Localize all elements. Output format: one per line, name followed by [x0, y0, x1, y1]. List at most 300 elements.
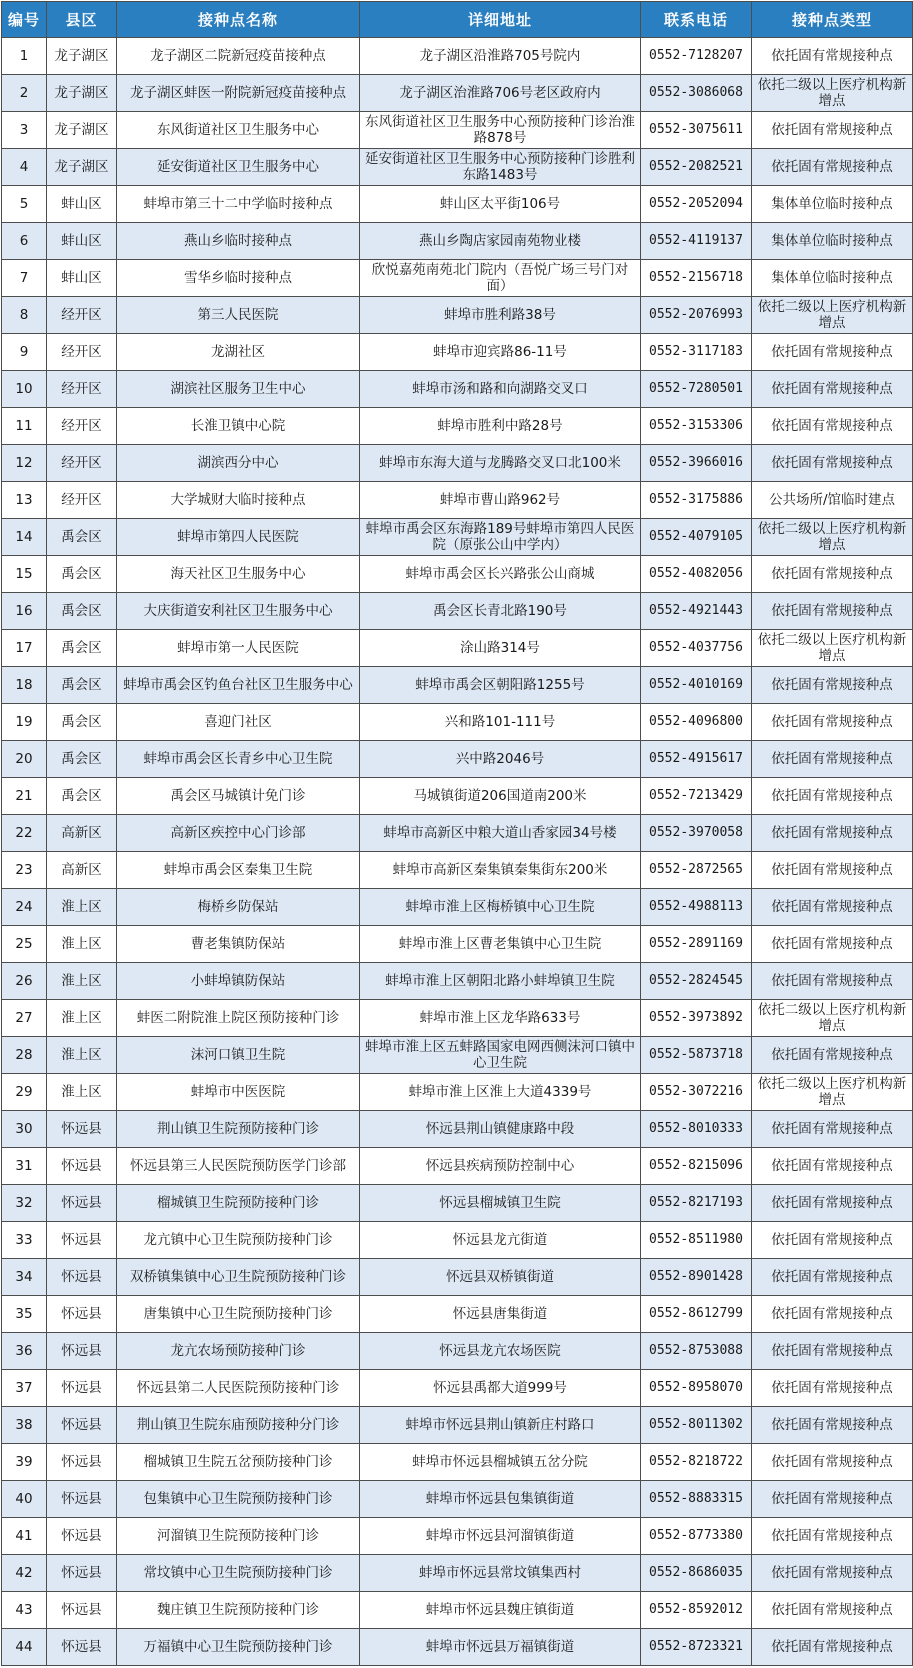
table-row — [2, 38, 913, 75]
cell-number: 40 — [2, 1481, 47, 1518]
cell-number: 4 — [2, 149, 47, 186]
cell-phone: 0552-7128207 — [641, 38, 752, 75]
cell-phone: 0552-8753088 — [641, 1333, 752, 1370]
cell-site-name: 荆山镇卫生院东庙预防接种分门诊 — [117, 1407, 360, 1444]
cell-district: 经开区 — [47, 371, 117, 408]
cell-district: 高新区 — [47, 815, 117, 852]
table-row — [2, 1518, 913, 1555]
cell-address: 蚌埠市怀远县常坟镇集西村 — [360, 1555, 641, 1592]
cell-site-name: 东风街道社区卫生服务中心 — [117, 112, 360, 149]
cell-district: 禹会区 — [47, 630, 117, 667]
cell-site-type: 依托固有常规接种点 — [752, 741, 913, 778]
cell-site-name: 高新区疾控中心门诊部 — [117, 815, 360, 852]
cell-address: 怀远县禹都大道999号 — [360, 1370, 641, 1407]
cell-phone: 0552-4921443 — [641, 593, 752, 630]
cell-number: 20 — [2, 741, 47, 778]
cell-district: 怀远县 — [47, 1481, 117, 1518]
cell-site-name: 龙湖社区 — [117, 334, 360, 371]
cell-site-type: 依托固有常规接种点 — [752, 1296, 913, 1333]
cell-site-name: 长淮卫镇中心院 — [117, 408, 360, 445]
cell-number: 13 — [2, 482, 47, 519]
cell-site-type: 依托二级以上医疗机构新增点 — [752, 1000, 913, 1037]
cell-phone: 0552-7280501 — [641, 371, 752, 408]
cell-number: 24 — [2, 889, 47, 926]
cell-phone: 0552-8011302 — [641, 1407, 752, 1444]
cell-site-name: 怀远县第二人民医院预防接种门诊 — [117, 1370, 360, 1407]
cell-site-type: 依托固有常规接种点 — [752, 1407, 913, 1444]
cell-site-name: 龙子湖区二院新冠疫苗接种点 — [117, 38, 360, 75]
cell-site-name: 海天社区卫生服务中心 — [117, 556, 360, 593]
cell-site-type: 依托固有常规接种点 — [752, 1222, 913, 1259]
table-row — [2, 1148, 913, 1185]
cell-district: 怀远县 — [47, 1407, 117, 1444]
table-header — [2, 2, 913, 38]
table-row — [2, 1296, 913, 1333]
cell-site-type: 依托固有常规接种点 — [752, 556, 913, 593]
cell-number: 29 — [2, 1074, 47, 1111]
cell-number: 35 — [2, 1296, 47, 1333]
cell-phone: 0552-4915617 — [641, 741, 752, 778]
cell-site-type: 依托二级以上医疗机构新增点 — [752, 297, 913, 334]
cell-phone: 0552-8686035 — [641, 1555, 752, 1592]
table-row — [2, 260, 913, 297]
cell-site-type: 依托固有常规接种点 — [752, 1259, 913, 1296]
cell-phone: 0552-3153306 — [641, 408, 752, 445]
cell-site-name: 榴城镇卫生院五岔预防接种门诊 — [117, 1444, 360, 1481]
cell-district: 蚌山区 — [47, 223, 117, 260]
table-row — [2, 297, 913, 334]
cell-district: 龙子湖区 — [47, 149, 117, 186]
cell-site-type: 依托固有常规接种点 — [752, 445, 913, 482]
cell-site-name: 湖滨西分中心 — [117, 445, 360, 482]
cell-number: 31 — [2, 1148, 47, 1185]
cell-address: 怀远县榴城镇卫生院 — [360, 1185, 641, 1222]
cell-number: 36 — [2, 1333, 47, 1370]
cell-address: 马城镇街道206国道南200米 — [360, 778, 641, 815]
cell-number: 14 — [2, 519, 47, 556]
cell-phone: 0552-2891169 — [641, 926, 752, 963]
header-address: 详细地址 — [360, 2, 641, 38]
table-row — [2, 1444, 913, 1481]
cell-phone: 0552-2082521 — [641, 149, 752, 186]
cell-number: 5 — [2, 186, 47, 223]
cell-site-name: 蚌埠市禹会区长青乡中心卫生院 — [117, 741, 360, 778]
header-phone: 联系电话 — [641, 2, 752, 38]
cell-phone: 0552-4037756 — [641, 630, 752, 667]
cell-site-type: 依托二级以上医疗机构新增点 — [752, 1074, 913, 1111]
cell-number: 8 — [2, 297, 47, 334]
cell-phone: 0552-4079105 — [641, 519, 752, 556]
cell-number: 26 — [2, 963, 47, 1000]
table-row — [2, 815, 913, 852]
cell-site-name: 蚌埠市第四人民医院 — [117, 519, 360, 556]
cell-address: 怀远县龙亢街道 — [360, 1222, 641, 1259]
cell-number: 9 — [2, 334, 47, 371]
cell-site-type: 依托固有常规接种点 — [752, 1555, 913, 1592]
cell-site-type: 集体单位临时接种点 — [752, 260, 913, 297]
cell-district: 龙子湖区 — [47, 38, 117, 75]
cell-site-name: 湖滨社区服务卫生中心 — [117, 371, 360, 408]
cell-address: 东风街道社区卫生服务中心预防接种门诊治淮路878号 — [360, 112, 641, 149]
cell-site-name: 沫河口镇卫生院 — [117, 1037, 360, 1074]
table-row — [2, 371, 913, 408]
cell-district: 禹会区 — [47, 519, 117, 556]
cell-site-type: 集体单位临时接种点 — [752, 223, 913, 260]
cell-number: 22 — [2, 815, 47, 852]
cell-address: 蚌埠市淮上区龙华路633号 — [360, 1000, 641, 1037]
cell-phone: 0552-3086068 — [641, 75, 752, 112]
cell-site-type: 依托固有常规接种点 — [752, 1518, 913, 1555]
cell-phone: 0552-8592012 — [641, 1592, 752, 1629]
cell-site-name: 龙亢镇中心卫生院预防接种门诊 — [117, 1222, 360, 1259]
cell-district: 怀远县 — [47, 1148, 117, 1185]
cell-site-type: 依托固有常规接种点 — [752, 889, 913, 926]
cell-address: 蚌埠市高新区秦集镇秦集街东200米 — [360, 852, 641, 889]
cell-district: 经开区 — [47, 482, 117, 519]
cell-address: 蚌埠市怀远县万福镇街道 — [360, 1629, 641, 1666]
cell-site-name: 小蚌埠镇防保站 — [117, 963, 360, 1000]
table-row — [2, 1333, 913, 1370]
cell-site-type: 依托固有常规接种点 — [752, 704, 913, 741]
cell-site-type: 依托固有常规接种点 — [752, 371, 913, 408]
cell-site-name: 怀远县第三人民医院预防医学门诊部 — [117, 1148, 360, 1185]
cell-phone: 0552-3175886 — [641, 482, 752, 519]
cell-number: 18 — [2, 667, 47, 704]
table-row — [2, 1555, 913, 1592]
cell-district: 龙子湖区 — [47, 112, 117, 149]
header-district: 县区 — [47, 2, 117, 38]
cell-address: 蚌埠市曹山路962号 — [360, 482, 641, 519]
header-site-name: 接种点名称 — [117, 2, 360, 38]
header-number: 编号 — [2, 2, 47, 38]
cell-district: 怀远县 — [47, 1259, 117, 1296]
cell-number: 7 — [2, 260, 47, 297]
cell-district: 经开区 — [47, 334, 117, 371]
cell-district: 经开区 — [47, 297, 117, 334]
cell-number: 42 — [2, 1555, 47, 1592]
table-row — [2, 593, 913, 630]
cell-site-type: 依托固有常规接种点 — [752, 334, 913, 371]
cell-site-name: 燕山乡临时接种点 — [117, 223, 360, 260]
cell-number: 38 — [2, 1407, 47, 1444]
cell-site-name: 雪华乡临时接种点 — [117, 260, 360, 297]
cell-address: 蚌埠市怀远县榴城镇五岔分院 — [360, 1444, 641, 1481]
cell-district: 禹会区 — [47, 593, 117, 630]
cell-district: 怀远县 — [47, 1185, 117, 1222]
cell-number: 16 — [2, 593, 47, 630]
cell-site-type: 公共场所/馆临时建点 — [752, 482, 913, 519]
cell-site-name: 蚌埠市第三十二中学临时接种点 — [117, 186, 360, 223]
table-row — [2, 1222, 913, 1259]
cell-phone: 0552-3970058 — [641, 815, 752, 852]
cell-phone: 0552-4096800 — [641, 704, 752, 741]
cell-site-name: 蚌埠市禹会区钓鱼台社区卫生服务中心 — [117, 667, 360, 704]
table-row — [2, 223, 913, 260]
cell-site-name: 梅桥乡防保站 — [117, 889, 360, 926]
cell-district: 经开区 — [47, 445, 117, 482]
vaccination-sites-table — [1, 1, 913, 1666]
cell-phone: 0552-5873718 — [641, 1037, 752, 1074]
cell-site-name: 魏庄镇卫生院预防接种门诊 — [117, 1592, 360, 1629]
cell-address: 蚌埠市禹会区长兴路张公山商城 — [360, 556, 641, 593]
cell-address: 怀远县龙亢农场医院 — [360, 1333, 641, 1370]
cell-address: 蚌埠市胜利中路28号 — [360, 408, 641, 445]
cell-site-name: 禹会区马城镇计免门诊 — [117, 778, 360, 815]
cell-number: 41 — [2, 1518, 47, 1555]
table-row — [2, 186, 913, 223]
cell-number: 30 — [2, 1111, 47, 1148]
cell-site-type: 依托固有常规接种点 — [752, 1037, 913, 1074]
cell-number: 11 — [2, 408, 47, 445]
table-row — [2, 852, 913, 889]
cell-site-name: 河溜镇卫生院预防接种门诊 — [117, 1518, 360, 1555]
cell-site-type: 依托固有常规接种点 — [752, 1444, 913, 1481]
cell-phone: 0552-2824545 — [641, 963, 752, 1000]
table-row — [2, 963, 913, 1000]
cell-address: 蚌埠市禹会区东海路189号蚌埠市第四人民医院（原张公山中学内） — [360, 519, 641, 556]
cell-site-type: 依托固有常规接种点 — [752, 926, 913, 963]
cell-phone: 0552-3075611 — [641, 112, 752, 149]
cell-address: 蚌埠市淮上区淮上大道4339号 — [360, 1074, 641, 1111]
cell-address: 蚌埠市怀远县荆山镇新庄村路口 — [360, 1407, 641, 1444]
cell-district: 淮上区 — [47, 889, 117, 926]
cell-number: 23 — [2, 852, 47, 889]
cell-site-type: 依托二级以上医疗机构新增点 — [752, 630, 913, 667]
cell-phone: 0552-3966016 — [641, 445, 752, 482]
table-row — [2, 1592, 913, 1629]
cell-phone: 0552-3072216 — [641, 1074, 752, 1111]
cell-site-type: 依托固有常规接种点 — [752, 149, 913, 186]
cell-address: 怀远县唐集街道 — [360, 1296, 641, 1333]
cell-site-type: 依托固有常规接种点 — [752, 815, 913, 852]
cell-phone: 0552-7213429 — [641, 778, 752, 815]
cell-site-name: 第三人民医院 — [117, 297, 360, 334]
cell-site-name: 万福镇中心卫生院预防接种门诊 — [117, 1629, 360, 1666]
cell-address: 怀远县荆山镇健康路中段 — [360, 1111, 641, 1148]
cell-address: 蚌埠市淮上区朝阳北路小蚌埠镇卫生院 — [360, 963, 641, 1000]
cell-district: 禹会区 — [47, 741, 117, 778]
table-row — [2, 1259, 913, 1296]
cell-site-type: 依托固有常规接种点 — [752, 1333, 913, 1370]
cell-address: 怀远县疾病预防控制中心 — [360, 1148, 641, 1185]
table-row — [2, 1370, 913, 1407]
cell-site-name: 大庆街道安利社区卫生服务中心 — [117, 593, 360, 630]
cell-site-type: 依托固有常规接种点 — [752, 1111, 913, 1148]
cell-phone: 0552-8723321 — [641, 1629, 752, 1666]
cell-district: 怀远县 — [47, 1629, 117, 1666]
table-row — [2, 926, 913, 963]
cell-district: 禹会区 — [47, 556, 117, 593]
cell-site-name: 蚌埠市中医医院 — [117, 1074, 360, 1111]
cell-number: 15 — [2, 556, 47, 593]
cell-number: 10 — [2, 371, 47, 408]
cell-site-name: 龙亢农场预防接种门诊 — [117, 1333, 360, 1370]
table-row — [2, 704, 913, 741]
cell-district: 淮上区 — [47, 963, 117, 1000]
cell-address: 蚌埠市迎宾路86-11号 — [360, 334, 641, 371]
cell-address: 蚌埠市怀远县魏庄镇街道 — [360, 1592, 641, 1629]
cell-district: 禹会区 — [47, 778, 117, 815]
table-row — [2, 1629, 913, 1666]
cell-site-name: 包集镇中心卫生院预防接种门诊 — [117, 1481, 360, 1518]
cell-phone: 0552-8901428 — [641, 1259, 752, 1296]
cell-site-name: 蚌埠市禹会区秦集卫生院 — [117, 852, 360, 889]
cell-district: 禹会区 — [47, 667, 117, 704]
cell-district: 蚌山区 — [47, 260, 117, 297]
table-row — [2, 1111, 913, 1148]
table-row — [2, 334, 913, 371]
cell-address: 龙子湖区沿淮路705号院内 — [360, 38, 641, 75]
cell-number: 34 — [2, 1259, 47, 1296]
cell-phone: 0552-8612799 — [641, 1296, 752, 1333]
cell-address: 蚌埠市淮上区梅桥镇中心卫生院 — [360, 889, 641, 926]
cell-phone: 0552-4988113 — [641, 889, 752, 926]
table-row — [2, 445, 913, 482]
table-row — [2, 778, 913, 815]
table-row — [2, 1037, 913, 1074]
cell-district: 怀远县 — [47, 1296, 117, 1333]
cell-number: 39 — [2, 1444, 47, 1481]
cell-site-name: 常坟镇中心卫生院预防接种门诊 — [117, 1555, 360, 1592]
cell-district: 淮上区 — [47, 1037, 117, 1074]
cell-district: 淮上区 — [47, 1074, 117, 1111]
cell-address: 涂山路314号 — [360, 630, 641, 667]
cell-number: 3 — [2, 112, 47, 149]
cell-site-type: 依托固有常规接种点 — [752, 963, 913, 1000]
cell-number: 37 — [2, 1370, 47, 1407]
cell-district: 怀远县 — [47, 1222, 117, 1259]
table-row — [2, 1000, 913, 1037]
cell-phone: 0552-3973892 — [641, 1000, 752, 1037]
table-row — [2, 1481, 913, 1518]
cell-site-type: 依托固有常规接种点 — [752, 1370, 913, 1407]
cell-district: 禹会区 — [47, 704, 117, 741]
cell-district: 怀远县 — [47, 1518, 117, 1555]
cell-phone: 0552-8010333 — [641, 1111, 752, 1148]
table-row — [2, 149, 913, 186]
cell-district: 经开区 — [47, 408, 117, 445]
cell-number: 44 — [2, 1629, 47, 1666]
cell-phone: 0552-2052094 — [641, 186, 752, 223]
cell-number: 6 — [2, 223, 47, 260]
cell-district: 怀远县 — [47, 1111, 117, 1148]
cell-number: 2 — [2, 75, 47, 112]
cell-phone: 0552-8217193 — [641, 1185, 752, 1222]
cell-number: 43 — [2, 1592, 47, 1629]
cell-district: 怀远县 — [47, 1555, 117, 1592]
cell-address: 蚌埠市淮上区五蚌路国家电网西侧沫河口镇中心卫生院 — [360, 1037, 641, 1074]
table-row — [2, 75, 913, 112]
cell-site-name: 蚌医二附院淮上院区预防接种门诊 — [117, 1000, 360, 1037]
cell-phone: 0552-8883315 — [641, 1481, 752, 1518]
cell-site-name: 双桥镇集镇中心卫生院预防接种门诊 — [117, 1259, 360, 1296]
cell-phone: 0552-8215096 — [641, 1148, 752, 1185]
table-row — [2, 741, 913, 778]
cell-address: 欣悦嘉苑南苑北门院内（吾悦广场三号门对面） — [360, 260, 641, 297]
cell-phone: 0552-3117183 — [641, 334, 752, 371]
cell-address: 怀远县双桥镇街道 — [360, 1259, 641, 1296]
cell-address: 延安街道社区卫生服务中心预防接种门诊胜利东路1483号 — [360, 149, 641, 186]
cell-site-name: 喜迎门社区 — [117, 704, 360, 741]
table-row — [2, 667, 913, 704]
cell-site-type: 依托固有常规接种点 — [752, 593, 913, 630]
cell-site-type: 依托固有常规接种点 — [752, 1481, 913, 1518]
cell-phone: 0552-4010169 — [641, 667, 752, 704]
cell-number: 28 — [2, 1037, 47, 1074]
table-row — [2, 1185, 913, 1222]
cell-number: 27 — [2, 1000, 47, 1037]
cell-site-type: 依托固有常规接种点 — [752, 408, 913, 445]
cell-site-type: 依托固有常规接种点 — [752, 667, 913, 704]
table-row — [2, 482, 913, 519]
cell-number: 19 — [2, 704, 47, 741]
cell-phone: 0552-8218722 — [641, 1444, 752, 1481]
cell-number: 17 — [2, 630, 47, 667]
table-row — [2, 889, 913, 926]
cell-district: 淮上区 — [47, 1000, 117, 1037]
cell-number: 12 — [2, 445, 47, 482]
cell-district: 高新区 — [47, 852, 117, 889]
table-body — [2, 38, 913, 1666]
table-row — [2, 630, 913, 667]
cell-site-name: 榴城镇卫生院预防接种门诊 — [117, 1185, 360, 1222]
cell-number: 25 — [2, 926, 47, 963]
cell-phone: 0552-8773380 — [641, 1518, 752, 1555]
cell-site-type: 依托固有常规接种点 — [752, 1148, 913, 1185]
cell-address: 蚌埠市禹会区朝阳路1255号 — [360, 667, 641, 704]
cell-address: 蚌山区太平街106号 — [360, 186, 641, 223]
cell-site-type: 依托固有常规接种点 — [752, 38, 913, 75]
cell-number: 33 — [2, 1222, 47, 1259]
cell-site-type: 依托固有常规接种点 — [752, 778, 913, 815]
cell-phone: 0552-2156718 — [641, 260, 752, 297]
cell-address: 兴中路2046号 — [360, 741, 641, 778]
cell-district: 怀远县 — [47, 1333, 117, 1370]
cell-site-name: 龙子湖区蚌医一附院新冠疫苗接种点 — [117, 75, 360, 112]
table-row — [2, 112, 913, 149]
cell-phone: 0552-8511980 — [641, 1222, 752, 1259]
header-site-type: 接种点类型 — [752, 2, 913, 38]
table-row — [2, 1407, 913, 1444]
cell-address: 蚌埠市东海大道与龙腾路交叉口北100米 — [360, 445, 641, 482]
cell-number: 1 — [2, 38, 47, 75]
cell-phone: 0552-2872565 — [641, 852, 752, 889]
cell-site-type: 依托固有常规接种点 — [752, 1629, 913, 1666]
cell-district: 龙子湖区 — [47, 75, 117, 112]
header-row — [2, 2, 913, 38]
cell-address: 龙子湖区治淮路706号老区政府内 — [360, 75, 641, 112]
cell-address: 蚌埠市怀远县河溜镇街道 — [360, 1518, 641, 1555]
table-row — [2, 519, 913, 556]
cell-district: 怀远县 — [47, 1370, 117, 1407]
cell-address: 燕山乡陶店家园南苑物业楼 — [360, 223, 641, 260]
cell-site-type: 依托固有常规接种点 — [752, 852, 913, 889]
cell-address: 兴和路101-111号 — [360, 704, 641, 741]
cell-phone: 0552-2076993 — [641, 297, 752, 334]
cell-address: 蚌埠市高新区中粮大道山香家园34号楼 — [360, 815, 641, 852]
cell-site-name: 唐集镇中心卫生院预防接种门诊 — [117, 1296, 360, 1333]
table-row — [2, 1074, 913, 1111]
cell-site-type: 依托固有常规接种点 — [752, 1185, 913, 1222]
cell-site-name: 曹老集镇防保站 — [117, 926, 360, 963]
table-row — [2, 408, 913, 445]
cell-address: 禹会区长青北路190号 — [360, 593, 641, 630]
cell-address: 蚌埠市淮上区曹老集镇中心卫生院 — [360, 926, 641, 963]
cell-site-type: 依托固有常规接种点 — [752, 1592, 913, 1629]
cell-site-type: 集体单位临时接种点 — [752, 186, 913, 223]
cell-district: 怀远县 — [47, 1592, 117, 1629]
cell-number: 21 — [2, 778, 47, 815]
